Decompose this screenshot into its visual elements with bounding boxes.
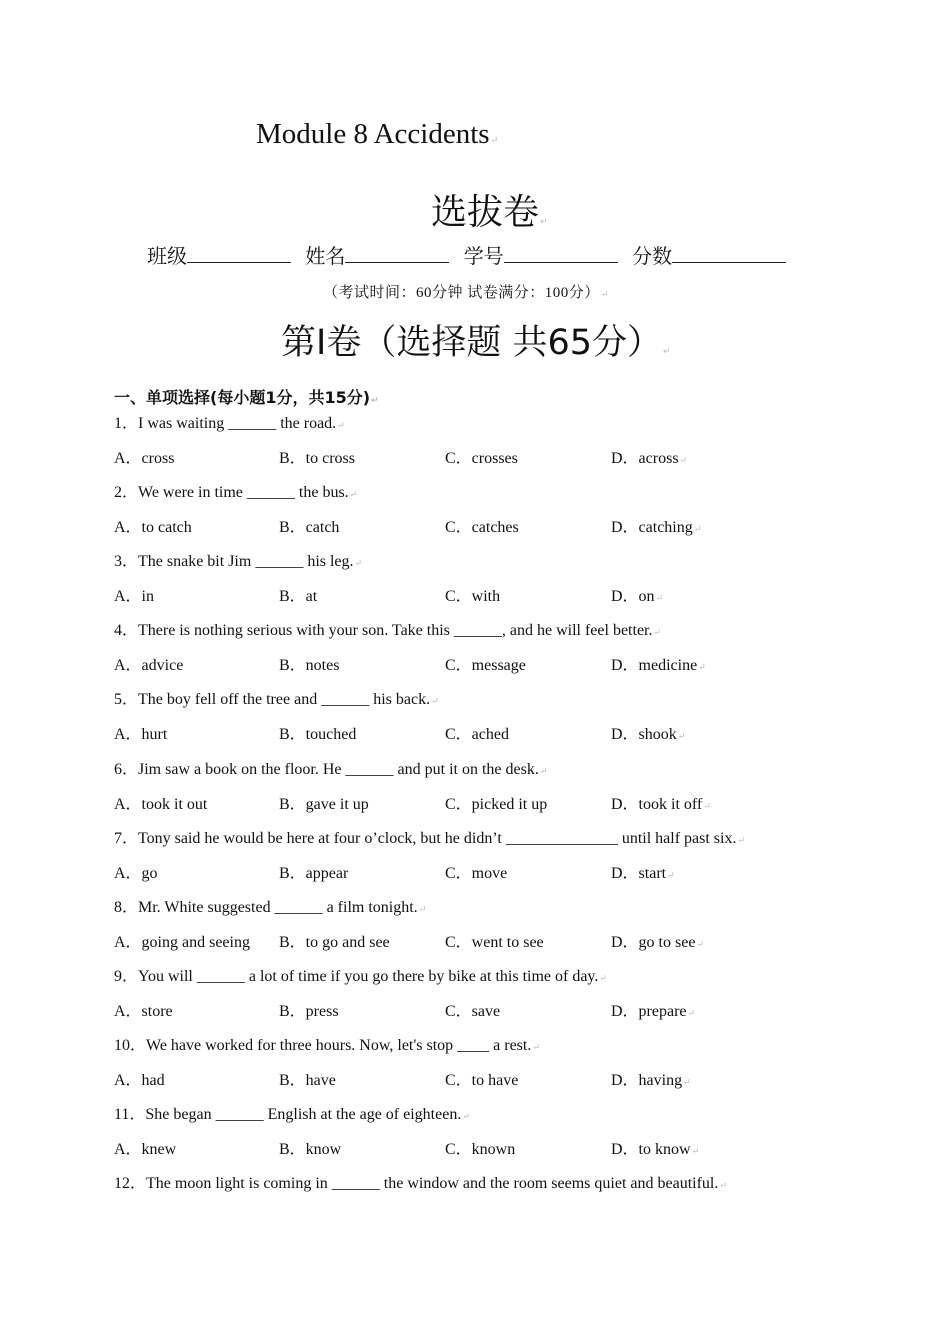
answer-option[interactable]: C．with bbox=[445, 588, 501, 606]
answer-option[interactable]: D．start↵ bbox=[611, 864, 675, 882]
answer-option[interactable]: B．touched bbox=[279, 726, 357, 744]
name-field[interactable]: 姓名 bbox=[305, 244, 449, 268]
answer-option[interactable]: C．picked it up bbox=[445, 795, 548, 813]
question-stem: 8．Mr. White suggested ______ a film tonight.↵ bbox=[114, 898, 427, 916]
answer-option[interactable]: C．save bbox=[445, 1002, 501, 1020]
answer-option[interactable]: A．going and seeing bbox=[114, 933, 250, 951]
question-stem: 3．The snake bit Jim ______ his leg.↵ bbox=[114, 553, 363, 571]
answer-option[interactable]: B．to cross bbox=[279, 450, 356, 467]
paper-name: 选拔卷↵ bbox=[431, 192, 548, 233]
answer-option[interactable]: C．message bbox=[445, 657, 526, 675]
section-title: 一、单项选择(每小题1分，共15分)↵ bbox=[114, 388, 379, 407]
question-stem: 1．I was waiting ______ the road.↵ bbox=[114, 415, 345, 432]
question-stem: 5．The boy fell off the tree and ______ his back.↵ bbox=[114, 691, 439, 709]
answer-option[interactable]: C．crosses bbox=[445, 450, 518, 467]
answer-option[interactable]: C．known bbox=[445, 1141, 516, 1158]
answer-option[interactable]: D．catching↵ bbox=[611, 519, 702, 537]
question-stem: 12．The moon light is coming in ______ the window and the room seems quiet and beautiful.↵ bbox=[114, 1175, 727, 1193]
answer-option[interactable]: C．ached bbox=[445, 726, 509, 744]
answer-option[interactable]: B．know bbox=[279, 1141, 342, 1158]
answer-option[interactable]: A．knew bbox=[114, 1141, 177, 1158]
answer-option[interactable]: D．prepare↵ bbox=[611, 1002, 696, 1020]
class-field[interactable]: 班级 bbox=[147, 244, 291, 268]
answer-option[interactable]: A．took it out bbox=[114, 795, 208, 813]
answer-option[interactable]: B．press bbox=[279, 1002, 339, 1020]
answer-option[interactable]: C．move bbox=[445, 864, 508, 882]
answer-option[interactable]: D．shook↵ bbox=[611, 726, 686, 744]
answer-option[interactable]: D．go to see↵ bbox=[611, 933, 704, 951]
answer-option[interactable]: C．catches bbox=[445, 519, 519, 537]
answer-option[interactable]: A．in bbox=[114, 588, 155, 606]
answer-option[interactable]: C．to have bbox=[445, 1071, 519, 1089]
answer-option[interactable]: D．to know↵ bbox=[611, 1141, 700, 1158]
answer-option[interactable]: A．cross bbox=[114, 450, 175, 467]
part-title: 第Ⅰ卷（选择题 共65分）↵ bbox=[281, 323, 671, 363]
module-title: Module 8 Accidents↵ bbox=[256, 118, 499, 150]
student-info-row bbox=[147, 240, 794, 269]
answer-option[interactable]: D．medicine↵ bbox=[611, 657, 706, 675]
question-stem: 4．There is nothing serious with your son. Take this ______, and he will feel better.↵ bbox=[114, 622, 662, 640]
answer-option[interactable]: B．to go and see bbox=[279, 933, 390, 951]
answer-option[interactable]: D．having↵ bbox=[611, 1071, 691, 1089]
answer-option[interactable]: D．took it off↵ bbox=[611, 795, 711, 813]
answer-option[interactable]: D．on↵ bbox=[611, 588, 664, 606]
answer-option[interactable]: A．store bbox=[114, 1002, 173, 1020]
answer-option[interactable]: C．went to see bbox=[445, 933, 544, 951]
answer-option[interactable]: B．have bbox=[279, 1071, 336, 1089]
question-stem: 7．Tony said he would be here at four o’clock, but he didn’t ______________ until half past six.↵ bbox=[114, 829, 746, 847]
answer-option[interactable]: A．hurt bbox=[114, 726, 168, 744]
answer-option[interactable]: B．gave it up bbox=[279, 795, 369, 813]
answer-option[interactable]: A．to catch bbox=[114, 519, 192, 537]
question-stem: 6．Jim saw a book on the floor. He ______ and put it on the desk.↵ bbox=[114, 760, 548, 778]
exam-info: （考试时间：60分钟 试卷满分：100分）↵ bbox=[323, 285, 609, 301]
question-stem: 9．You will ______ a lot of time if you go there by bike at this time of day.↵ bbox=[114, 967, 607, 985]
answer-option[interactable]: B．notes bbox=[279, 657, 340, 675]
answer-option[interactable]: A．go bbox=[114, 864, 158, 882]
answer-option[interactable]: A．had bbox=[114, 1071, 165, 1089]
question-stem: 2．We were in time ______ the bus.↵ bbox=[114, 484, 358, 502]
question-stem: 11．She began ______ English at the age of eighteen.↵ bbox=[114, 1106, 470, 1123]
student-number-field[interactable]: 学号 bbox=[464, 244, 618, 268]
question-stem: 10．We have worked for three hours. Now, let's stop ____ a rest.↵ bbox=[114, 1036, 540, 1054]
answer-option[interactable]: B．at bbox=[279, 588, 318, 606]
answer-option[interactable]: D．across↵ bbox=[611, 450, 688, 467]
score-field[interactable]: 分数 bbox=[632, 244, 786, 268]
answer-option[interactable]: B．catch bbox=[279, 519, 340, 537]
answer-option[interactable]: B．appear bbox=[279, 864, 349, 882]
answer-option[interactable]: A．advice bbox=[114, 657, 184, 675]
